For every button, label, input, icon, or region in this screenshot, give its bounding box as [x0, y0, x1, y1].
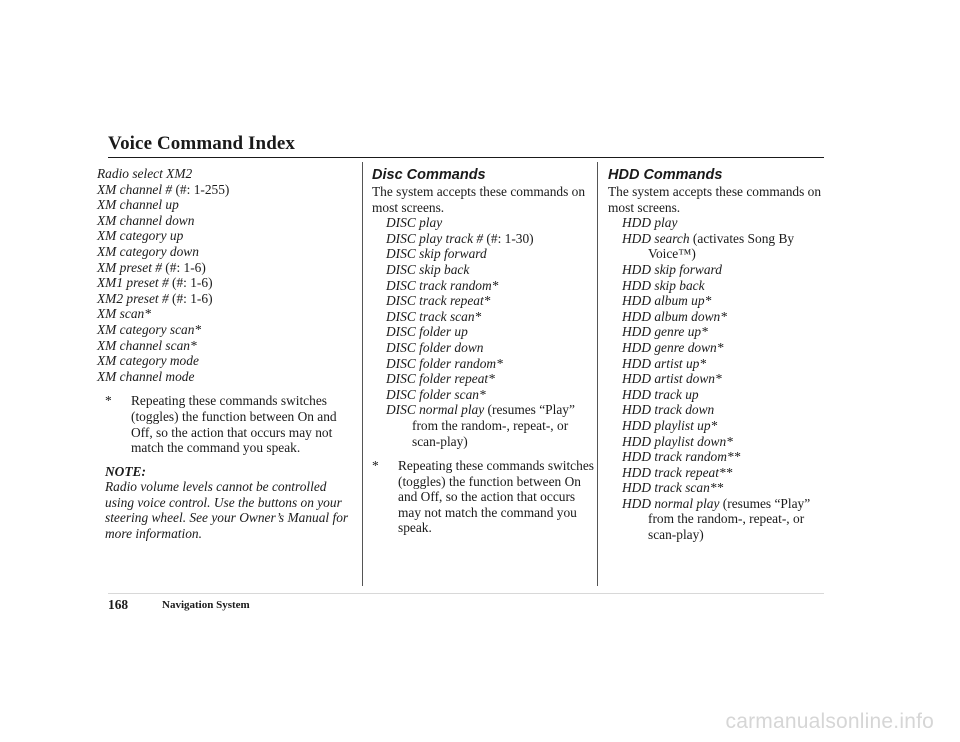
- command-text: DISC track repeat*: [386, 293, 491, 309]
- disc-commands-heading: Disc Commands: [372, 167, 486, 183]
- command-text: Radio select XM2: [97, 166, 193, 181]
- hdd-command-item: [608, 371, 833, 387]
- command-text: HDD genre up*: [622, 324, 708, 340]
- footer-rule: [108, 593, 824, 594]
- command-text: HDD album up*: [622, 293, 712, 309]
- command-text: HDD play: [622, 215, 678, 231]
- command-note: (#: 1-255): [172, 181, 230, 197]
- hdd-command-item: [608, 480, 833, 496]
- command-text: DISC folder repeat*: [386, 371, 495, 387]
- command-text: HDD track down: [622, 402, 715, 418]
- command-text: DISC folder up: [386, 324, 468, 340]
- xm-footnote: [105, 393, 355, 455]
- hdd-command-item: [608, 324, 833, 340]
- command-text: XM channel up: [97, 197, 179, 213]
- command-text: DISC skip forward: [386, 246, 487, 262]
- disc-command-item: [372, 215, 594, 231]
- hdd-command-item: [608, 215, 833, 231]
- disc-command-item: [372, 340, 594, 356]
- disc-command-item: [372, 402, 594, 449]
- xm-command-list: [97, 166, 355, 384]
- command-text: HDD track up: [622, 386, 699, 402]
- disc-command-item: [372, 231, 594, 247]
- footnote-mark: *: [372, 458, 379, 474]
- xm-command-item: [97, 213, 355, 229]
- command-text: XM2 preset #: [97, 290, 169, 306]
- command-text: HDD search: [622, 230, 690, 246]
- disc-command-item: [372, 371, 594, 387]
- command-text: XM category up: [97, 228, 184, 244]
- hdd-command-item: [608, 356, 833, 372]
- command-text: HDD genre down*: [622, 339, 724, 355]
- command-text: XM1 preset #: [97, 275, 169, 291]
- disc-command-item: [372, 309, 594, 325]
- xm-command-item: [97, 182, 355, 198]
- command-text: HDD track scan**: [622, 480, 724, 496]
- command-text: XM channel #: [97, 181, 173, 197]
- xm-command-item: [97, 275, 355, 291]
- command-text: DISC folder down: [386, 339, 484, 355]
- hdd-command-item: [608, 496, 833, 543]
- disc-command-item: [372, 387, 594, 403]
- disc-command-item: [372, 262, 594, 278]
- command-text: XM channel mode: [97, 368, 195, 384]
- hdd-command-item: [608, 293, 833, 309]
- hdd-commands-heading: HDD Commands: [608, 167, 723, 183]
- command-text: DISC skip back: [386, 261, 470, 277]
- hdd-command-item: [608, 434, 833, 450]
- xm-commands-column: [97, 166, 355, 542]
- command-text: HDD skip forward: [622, 261, 722, 277]
- hdd-command-item: [608, 402, 833, 418]
- command-text: HDD artist down*: [622, 371, 722, 387]
- command-text: XM category down: [97, 243, 199, 259]
- xm-command-item: [97, 260, 355, 276]
- command-note: (activates Song By Voice™): [648, 230, 795, 262]
- command-text: HDD playlist down*: [622, 433, 733, 449]
- xm-command-item: [97, 166, 355, 182]
- hdd-command-item: [608, 309, 833, 325]
- hdd-command-item: [608, 387, 833, 403]
- command-text: HDD track random**: [622, 449, 741, 465]
- disc-command-item: [372, 293, 594, 309]
- command-text: HDD playlist up*: [622, 417, 718, 433]
- command-text: XM channel scan*: [97, 337, 197, 353]
- command-text: HDD normal play: [622, 495, 720, 511]
- watermark: carmanualsonline.info: [725, 710, 934, 733]
- title-rule: [108, 157, 824, 158]
- hdd-command-item: [608, 231, 833, 262]
- command-text: XM channel down: [97, 212, 195, 228]
- xm-command-item: [97, 353, 355, 369]
- disc-command-item: [372, 278, 594, 294]
- disc-command-list: [372, 215, 594, 449]
- hdd-command-item: [608, 340, 833, 356]
- column-divider-2: [597, 162, 598, 586]
- hdd-intro: The system accepts these commands on most screens.: [608, 184, 822, 215]
- command-text: XM category mode: [97, 353, 199, 369]
- hdd-commands-column: [608, 166, 833, 543]
- command-text: DISC folder random*: [386, 355, 503, 371]
- xm-command-item: [97, 369, 355, 385]
- xm-command-item: [97, 338, 355, 354]
- command-text: DISC folder scan*: [386, 386, 486, 402]
- hdd-command-item: [608, 418, 833, 434]
- xm-command-item: [97, 244, 355, 260]
- command-text: HDD track repeat**: [622, 464, 733, 480]
- command-note: (#: 1-6): [168, 290, 213, 306]
- command-text: XM category scan*: [97, 321, 202, 337]
- command-note: (resumes “Play” from the random-, repeat-, or scan-play): [412, 402, 575, 449]
- command-text: HDD skip back: [622, 277, 705, 293]
- xm-command-item: [97, 322, 355, 338]
- disc-intro: The system accepts these commands on most screens.: [372, 184, 586, 215]
- command-note: (#: 1-30): [483, 230, 534, 246]
- section-label: Navigation System: [162, 599, 250, 611]
- xm-command-item: [97, 228, 355, 244]
- footnote-text: Repeating these commands switches (toggles) the function between On and Off, so the action that occurs may not match the command you speak.: [131, 393, 337, 456]
- column-divider-1: [362, 162, 363, 586]
- hdd-command-list: [608, 215, 833, 542]
- xm-command-item: [97, 291, 355, 307]
- command-text: XM preset #: [97, 259, 162, 275]
- hdd-command-item: [608, 278, 833, 294]
- disc-command-item: [372, 356, 594, 372]
- note-heading: NOTE:: [105, 463, 146, 479]
- command-text: DISC play track #: [386, 230, 484, 246]
- hdd-command-item: [608, 449, 833, 465]
- xm-command-item: [97, 197, 355, 213]
- command-note: (#: 1-6): [168, 275, 213, 291]
- footnote-mark: *: [105, 393, 112, 409]
- disc-command-item: [372, 246, 594, 262]
- xm-command-item: [97, 306, 355, 322]
- page-title: Voice Command Index: [108, 133, 295, 154]
- command-note: (resumes “Play” from the random-, repeat-, or scan-play): [648, 495, 811, 543]
- command-text: DISC play: [386, 215, 443, 231]
- command-text: HDD artist up*: [622, 355, 707, 371]
- hdd-command-item: [608, 465, 833, 481]
- command-note: (#: 1-6): [161, 259, 206, 275]
- note-body: Radio volume levels cannot be controlled using voice control. Use the buttons on your steering wheel. See your Owner’s Manual for more information.: [105, 479, 349, 542]
- disc-command-item: [372, 324, 594, 340]
- command-text: DISC track scan*: [386, 308, 482, 324]
- hdd-command-item: [608, 262, 833, 278]
- footnote-text: Repeating these commands switches (toggles) the function between On and Off, so the action that occurs may not match the command you speak.: [398, 458, 594, 536]
- command-text: DISC normal play: [386, 402, 485, 418]
- disc-commands-column: [372, 166, 594, 536]
- command-text: XM scan*: [97, 306, 151, 322]
- disc-footnote: [372, 458, 594, 536]
- command-text: HDD album down*: [622, 308, 727, 324]
- command-text: DISC track random*: [386, 277, 499, 293]
- page-number: 168: [108, 597, 129, 612]
